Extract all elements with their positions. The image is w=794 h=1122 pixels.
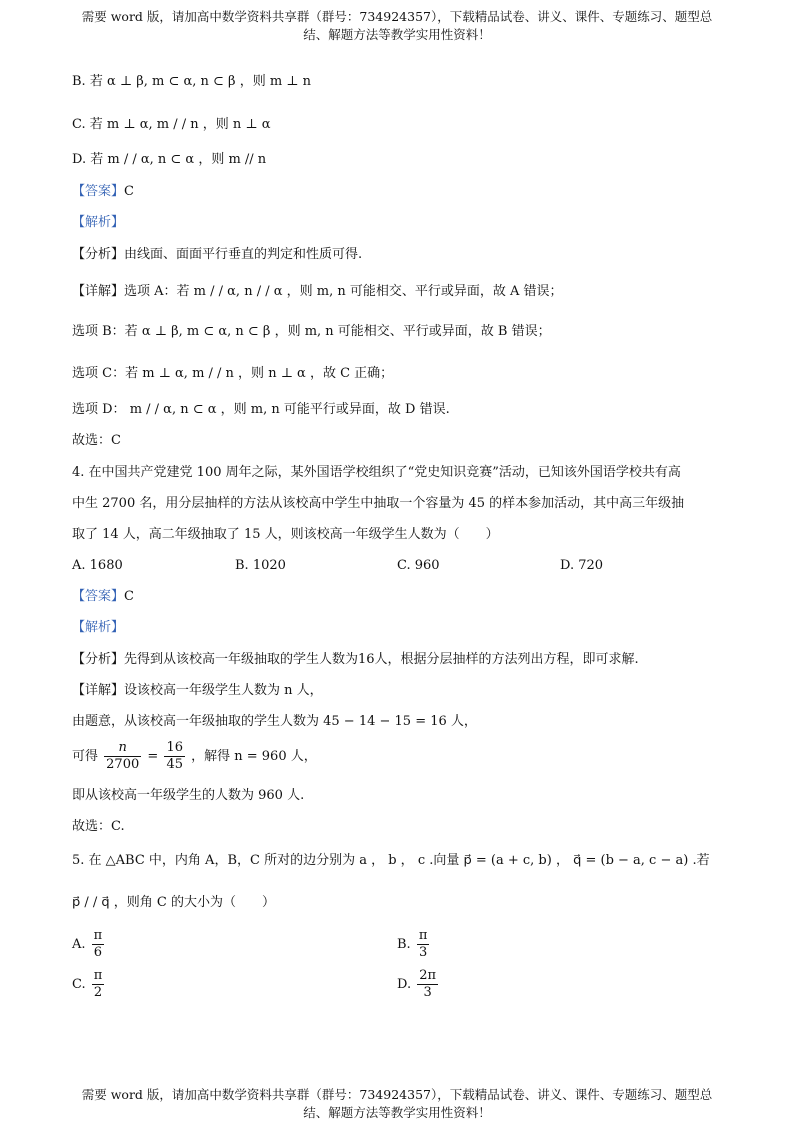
q3-option-c: C. 若 m ⊥ α, m / / n ，则 n ⊥ α: [72, 117, 271, 132]
answer-tag: 【答案】: [72, 184, 125, 199]
option-fraction: [92, 928, 105, 961]
q3-answer: [72, 182, 134, 202]
page-footer: [40, 1086, 754, 1122]
option-label: B.: [397, 937, 411, 952]
page-header: [40, 8, 754, 44]
option-fraction: [417, 968, 438, 1001]
analysis-tag: 【解析】: [72, 215, 125, 230]
fenxi-tag: 【分析】: [72, 247, 125, 262]
q3-option-d: D. 若 m / / α, n ⊂ α ，则 m // n: [72, 152, 267, 167]
header-line-2: 结、解题方法等教学实用性资料！: [303, 27, 491, 42]
frac-denominator: 3: [423, 985, 432, 1000]
q5-option-c: [72, 968, 106, 1001]
analysis-tag: 【解析】: [72, 620, 125, 635]
xiangjie-tag: 【详解】: [72, 284, 125, 299]
fenxi-text: 先得到从该校高一年级抽取的学生人数为16人，根据分层抽样的方法列出方程，即可求解.: [124, 652, 639, 667]
q5-stem-2: p⃗ / / q⃗ ，则角 C 的大小为（ ）: [72, 895, 276, 910]
q5-option-a: [72, 928, 106, 961]
q4-analysis-tag: [72, 618, 124, 638]
xiangjie-text: 设该校高一年级学生人数为 n 人，: [124, 683, 323, 698]
footer-line-2: 结、解题方法等教学实用性资料！: [303, 1105, 491, 1120]
q4-option-b: B. 1020: [235, 558, 286, 573]
q3-fenxi: [72, 245, 362, 265]
q4-option-d: D. 720: [560, 558, 604, 573]
option-label: C.: [72, 977, 86, 992]
frac-numerator: n: [104, 740, 141, 757]
q4-fenxi: [72, 650, 639, 670]
q4-equation-line: [72, 740, 317, 774]
q3-xiangjie-a: [72, 282, 563, 302]
frac-denominator: 3: [418, 945, 428, 960]
option-label: A.: [72, 937, 86, 952]
q4-xiangjie: [72, 681, 323, 701]
q4-answer: [72, 587, 134, 607]
frac-denominator: 2700: [106, 757, 140, 772]
q5-stem-1: 5. 在 △ABC 中，内角 A，B，C 所对的边分别为 a ， b ， c .向量 p⃗ = (a + c, b) ， q⃗ = (b − a, c − a) .若: [72, 853, 710, 868]
frac-numerator: 16: [166, 740, 183, 755]
option-label: D.: [397, 977, 412, 992]
header-line-1: 需要 word 版，请加高中数学资料共享群（群号：734924357），下载精品试卷、讲义、课件、专题练习、题型总: [81, 9, 713, 24]
q4-stem-3: 取了 14 人，高二年级抽取了 15 人，则该校高一年级学生人数为（ ）: [72, 527, 499, 542]
fenxi-tag: 【分析】: [72, 652, 125, 667]
option-fraction: [417, 928, 430, 961]
frac-denominator: 45: [166, 757, 183, 772]
eq-suffix: ，解得 n = 960 人，: [191, 749, 317, 764]
q3-analysis-tag: [72, 213, 124, 233]
frac-numerator: 2π: [419, 968, 437, 983]
xiangjie-a-text: 选项 A：若 m / / α, n / / α ，则 m, n 可能相交、平行或异面，故 A 错误；: [124, 284, 563, 299]
q3-xiangjie-d: 选项 D： m / / α, n ⊂ α ，则 m, n 可能平行或异面，故 D 错误.: [72, 402, 450, 417]
answer-value: C: [124, 184, 134, 199]
q4-line-2: 由题意，从该校高一年级抽取的学生人数为 45 − 14 − 15 = 16 人，: [72, 714, 477, 729]
q3-choose: 故选：C: [72, 433, 121, 448]
q4-option-c: C. 960: [397, 558, 440, 573]
q3-xiangjie-c: 选项 C：若 m ⊥ α, m / / n ，则 n ⊥ α ，故 C 正确；: [72, 366, 394, 381]
q5-option-b: [397, 928, 431, 961]
eq-prefix: 可得: [72, 749, 99, 764]
answer-tag: 【答案】: [72, 589, 125, 604]
frac-denominator: 2: [93, 985, 103, 1000]
q4-line-4: 即从该校高一年级学生的人数为 960 人.: [72, 788, 305, 803]
q4-choose: 故选：C.: [72, 819, 125, 834]
q4-stem-2: 中生 2700 名，用分层抽样的方法从该校高中学生中抽取一个容量为 45 的样本参加活动，其中高三年级抽: [72, 496, 685, 511]
q3-option-b: B. 若 α ⊥ β, m ⊂ α, n ⊂ β ，则 m ⊥ n: [72, 74, 312, 89]
fraction-16-over-45: [164, 740, 185, 773]
fraction-n-over-2700: [104, 740, 141, 773]
frac-numerator: π: [93, 968, 103, 983]
frac-numerator: π: [93, 928, 103, 943]
frac-denominator: 6: [93, 945, 103, 960]
fenxi-text: 由线面、面面平行垂直的判定和性质可得.: [124, 247, 363, 262]
q3-xiangjie-b: 选项 B：若 α ⊥ β, m ⊂ α, n ⊂ β ，则 m, n 可能相交、平行或异面，故 B 错误；: [72, 324, 551, 339]
frac-numerator: π: [418, 928, 428, 943]
footer-line-1: 需要 word 版，请加高中数学资料共享群（群号：734924357），下载精品试卷、讲义、课件、专题练习、题型总: [81, 1087, 713, 1102]
answer-value: C: [124, 589, 134, 604]
q4-option-a: A. 1680: [72, 558, 123, 573]
q4-stem-1: 4. 在中国共产党建党 100 周年之际，某外国语学校组织了“党史知识竞赛”活动，已知该外国语学校共有高: [72, 465, 681, 480]
xiangjie-tag: 【详解】: [72, 683, 125, 698]
equals-sign: =: [147, 749, 159, 764]
option-fraction: [92, 968, 105, 1001]
q5-option-d: [397, 968, 440, 1001]
